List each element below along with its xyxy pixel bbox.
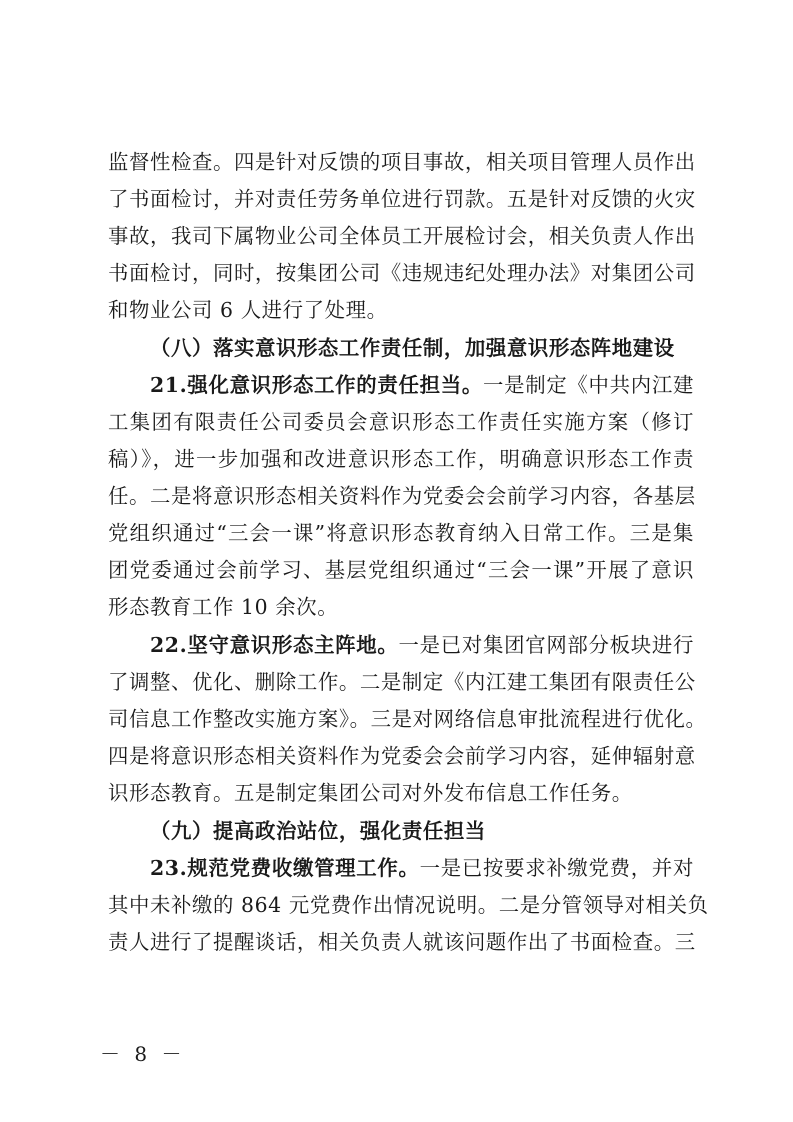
body-text-line: 识形态教育。五是制定集团公司对外发布信息工作任务。 — [108, 781, 633, 805]
body-text-line: 事故，我司下属物业公司全体员工开展检讨会，相关负责人作出 — [108, 224, 696, 248]
body-text-line: 工集团有限责任公司委员会意识形态工作责任实施方案（修订 — [108, 410, 694, 434]
body-text-line: 了调整、优化、删除工作。二是制定《内江建工集团有限责任公 — [108, 670, 696, 694]
item-23-first-line — [150, 853, 694, 883]
item-23-text: 一是已按要求补缴党费，并对 — [419, 856, 694, 880]
body-text-line: 团党委通过会前学习、基层党组织通过“三会一课”开展了意识 — [108, 558, 694, 582]
item-22-first-line — [150, 630, 694, 660]
section-heading-8: （八）落实意识形态工作责任制，加强意识形态阵地建设 — [150, 336, 675, 360]
body-text-line: 书面检讨，同时，按集团公司《违规违纪处理办法》对集团公司 — [108, 261, 696, 285]
body-text-line: 形态教育工作 10 余次。 — [108, 595, 339, 619]
item-23-title: 23.规范党费收缴管理工作。 — [150, 856, 420, 880]
item-22-title: 22.坚守意识形态主阵地。 — [150, 633, 399, 657]
section-heading-9: （九）提高政治站位，强化责任担当 — [150, 819, 486, 843]
body-text-line: 司信息工作整改实施方案》。三是对网络信息审批流程进行优化。 — [108, 707, 707, 731]
body-text-line: 和物业公司 6 人进行了处理。 — [108, 298, 388, 322]
body-text-line: 监督性检查。四是针对反馈的项目事故，相关项目管理人员作出 — [108, 150, 696, 174]
body-text-line: 任。二是将意识形态相关资料作为党委会会前学习内容，各基层 — [108, 484, 696, 508]
body-text-line: 四是将意识形态相关资料作为党委会会前学习内容，延伸辐射意 — [108, 744, 696, 768]
page-number: － 8 － — [100, 1042, 186, 1066]
body-text-line: 其中未补缴的 864 元党费作出情况说明。二是分管领导对相关负 — [108, 893, 709, 917]
body-text-line: 责人进行了提醒谈话，相关负责人就该问题作出了书面检查。三 — [108, 930, 696, 954]
item-21-title: 21.强化意识形态工作的责任担当。 — [150, 373, 483, 397]
body-text-line: 稿）》，进一步加强和改进意识形态工作，明确意识形态工作责 — [108, 447, 694, 471]
item-21-first-line — [150, 370, 694, 400]
item-21-text: 一是制定《中共内江建 — [482, 373, 694, 397]
body-text-line: 了书面检讨，并对责任劳务单位进行罚款。五是针对反馈的火灾 — [108, 187, 696, 211]
item-22-text: 一是已对集团官网部分板块进行 — [398, 633, 694, 657]
body-text-line: 党组织通过“三会一课”将意识形态教育纳入日常工作。三是集 — [108, 521, 694, 545]
